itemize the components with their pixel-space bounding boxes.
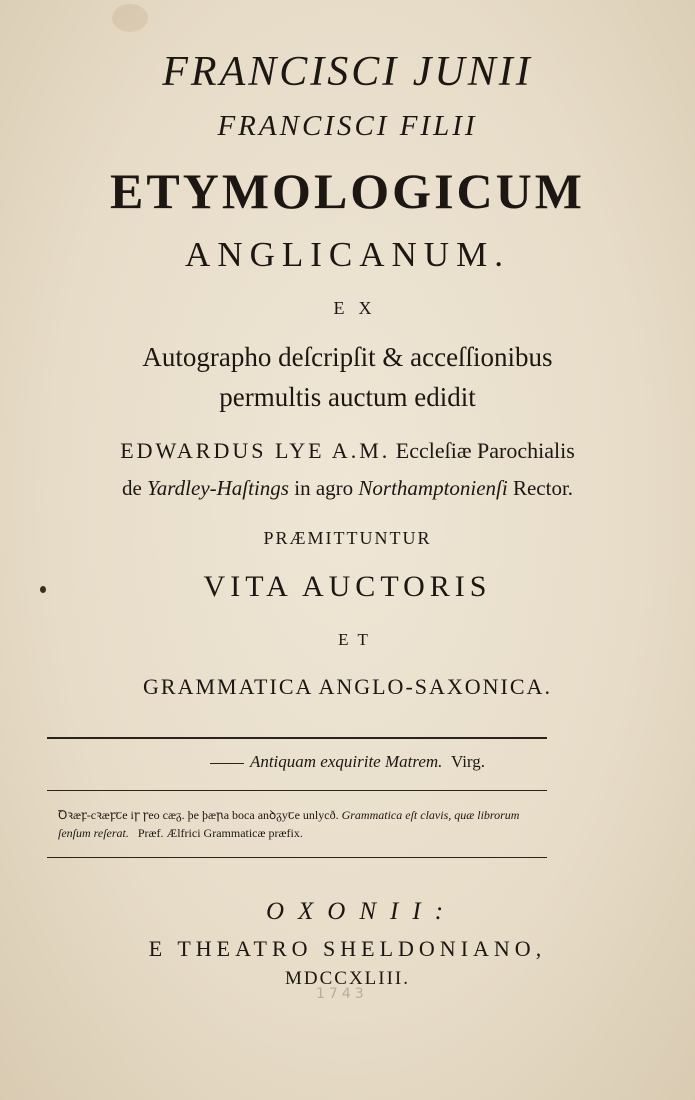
et-word: ET: [338, 630, 377, 649]
editor-office: Eccleſiæ Parochialis: [395, 438, 575, 463]
grammatica-heading: GRAMMATICA ANGLO-SAXONICA.: [143, 674, 552, 699]
description-line-2: permultis auctum edidit: [219, 382, 476, 412]
imprint-city: OXONII:: [265, 898, 458, 925]
description-line-1: Autographo deſcripſit & acceſſionibus: [142, 342, 553, 372]
praemittuntur: PRÆMITTUNTUR: [263, 528, 432, 548]
latin-quote-part-2: ſenſum reſerat.: [58, 826, 129, 840]
editor-line: [0, 438, 695, 464]
book-subtitle: ANGLICANUM.: [185, 235, 510, 274]
parish-mid: in agro: [294, 476, 354, 500]
motto-text: Antiquam exquirite Matrem.: [249, 752, 443, 771]
parish-line: [0, 476, 695, 501]
quote-source: Præf. Ælfrici Grammaticæ præfix.: [137, 826, 303, 840]
parish-county: Northamptonienſi: [358, 476, 508, 500]
pencil-annotation: 1743: [316, 986, 368, 1002]
parish-place: Yardley-Haſtings: [147, 476, 289, 500]
quote-line-1: [58, 806, 558, 823]
imprint-press: E THEATRO SHELDONIANO,: [148, 936, 547, 961]
foxing-spot: [112, 4, 148, 32]
divider-rule-2: [47, 790, 547, 791]
motto-source: Virg.: [450, 752, 486, 771]
vita-auctoris: VITA AUCTORIS: [203, 570, 492, 603]
parish-prefix: de: [121, 476, 142, 500]
divider-rule-3: [47, 857, 547, 858]
parish-end: Rector.: [512, 476, 574, 500]
motto-line: [0, 752, 695, 772]
latin-quote-part-1: Grammatica eſt clavis, quæ librorum: [341, 808, 520, 822]
author-name: FRANCISCI JUNII: [162, 49, 533, 95]
motto-dash: [210, 763, 244, 764]
quote-line-2: [58, 826, 558, 841]
anglo-saxon-quote: Ꝺꝛæꝼ-cꝛæꝼꞇe iꞅ ꞅeo cæᵹ. þe þæꞃa boca anꝺᵹyꞇe unlycð.: [58, 808, 339, 822]
author-patronymic: FRANCISCI FILII: [217, 110, 478, 142]
imprint-year: MDCCXLIII.: [284, 968, 411, 989]
book-title: ETYMOLOGICUM: [110, 163, 585, 219]
divider-rule-1: [47, 737, 547, 739]
editor-name: EDWARDUS LYE A.M.: [120, 438, 391, 463]
ex-word: EX: [333, 298, 386, 318]
